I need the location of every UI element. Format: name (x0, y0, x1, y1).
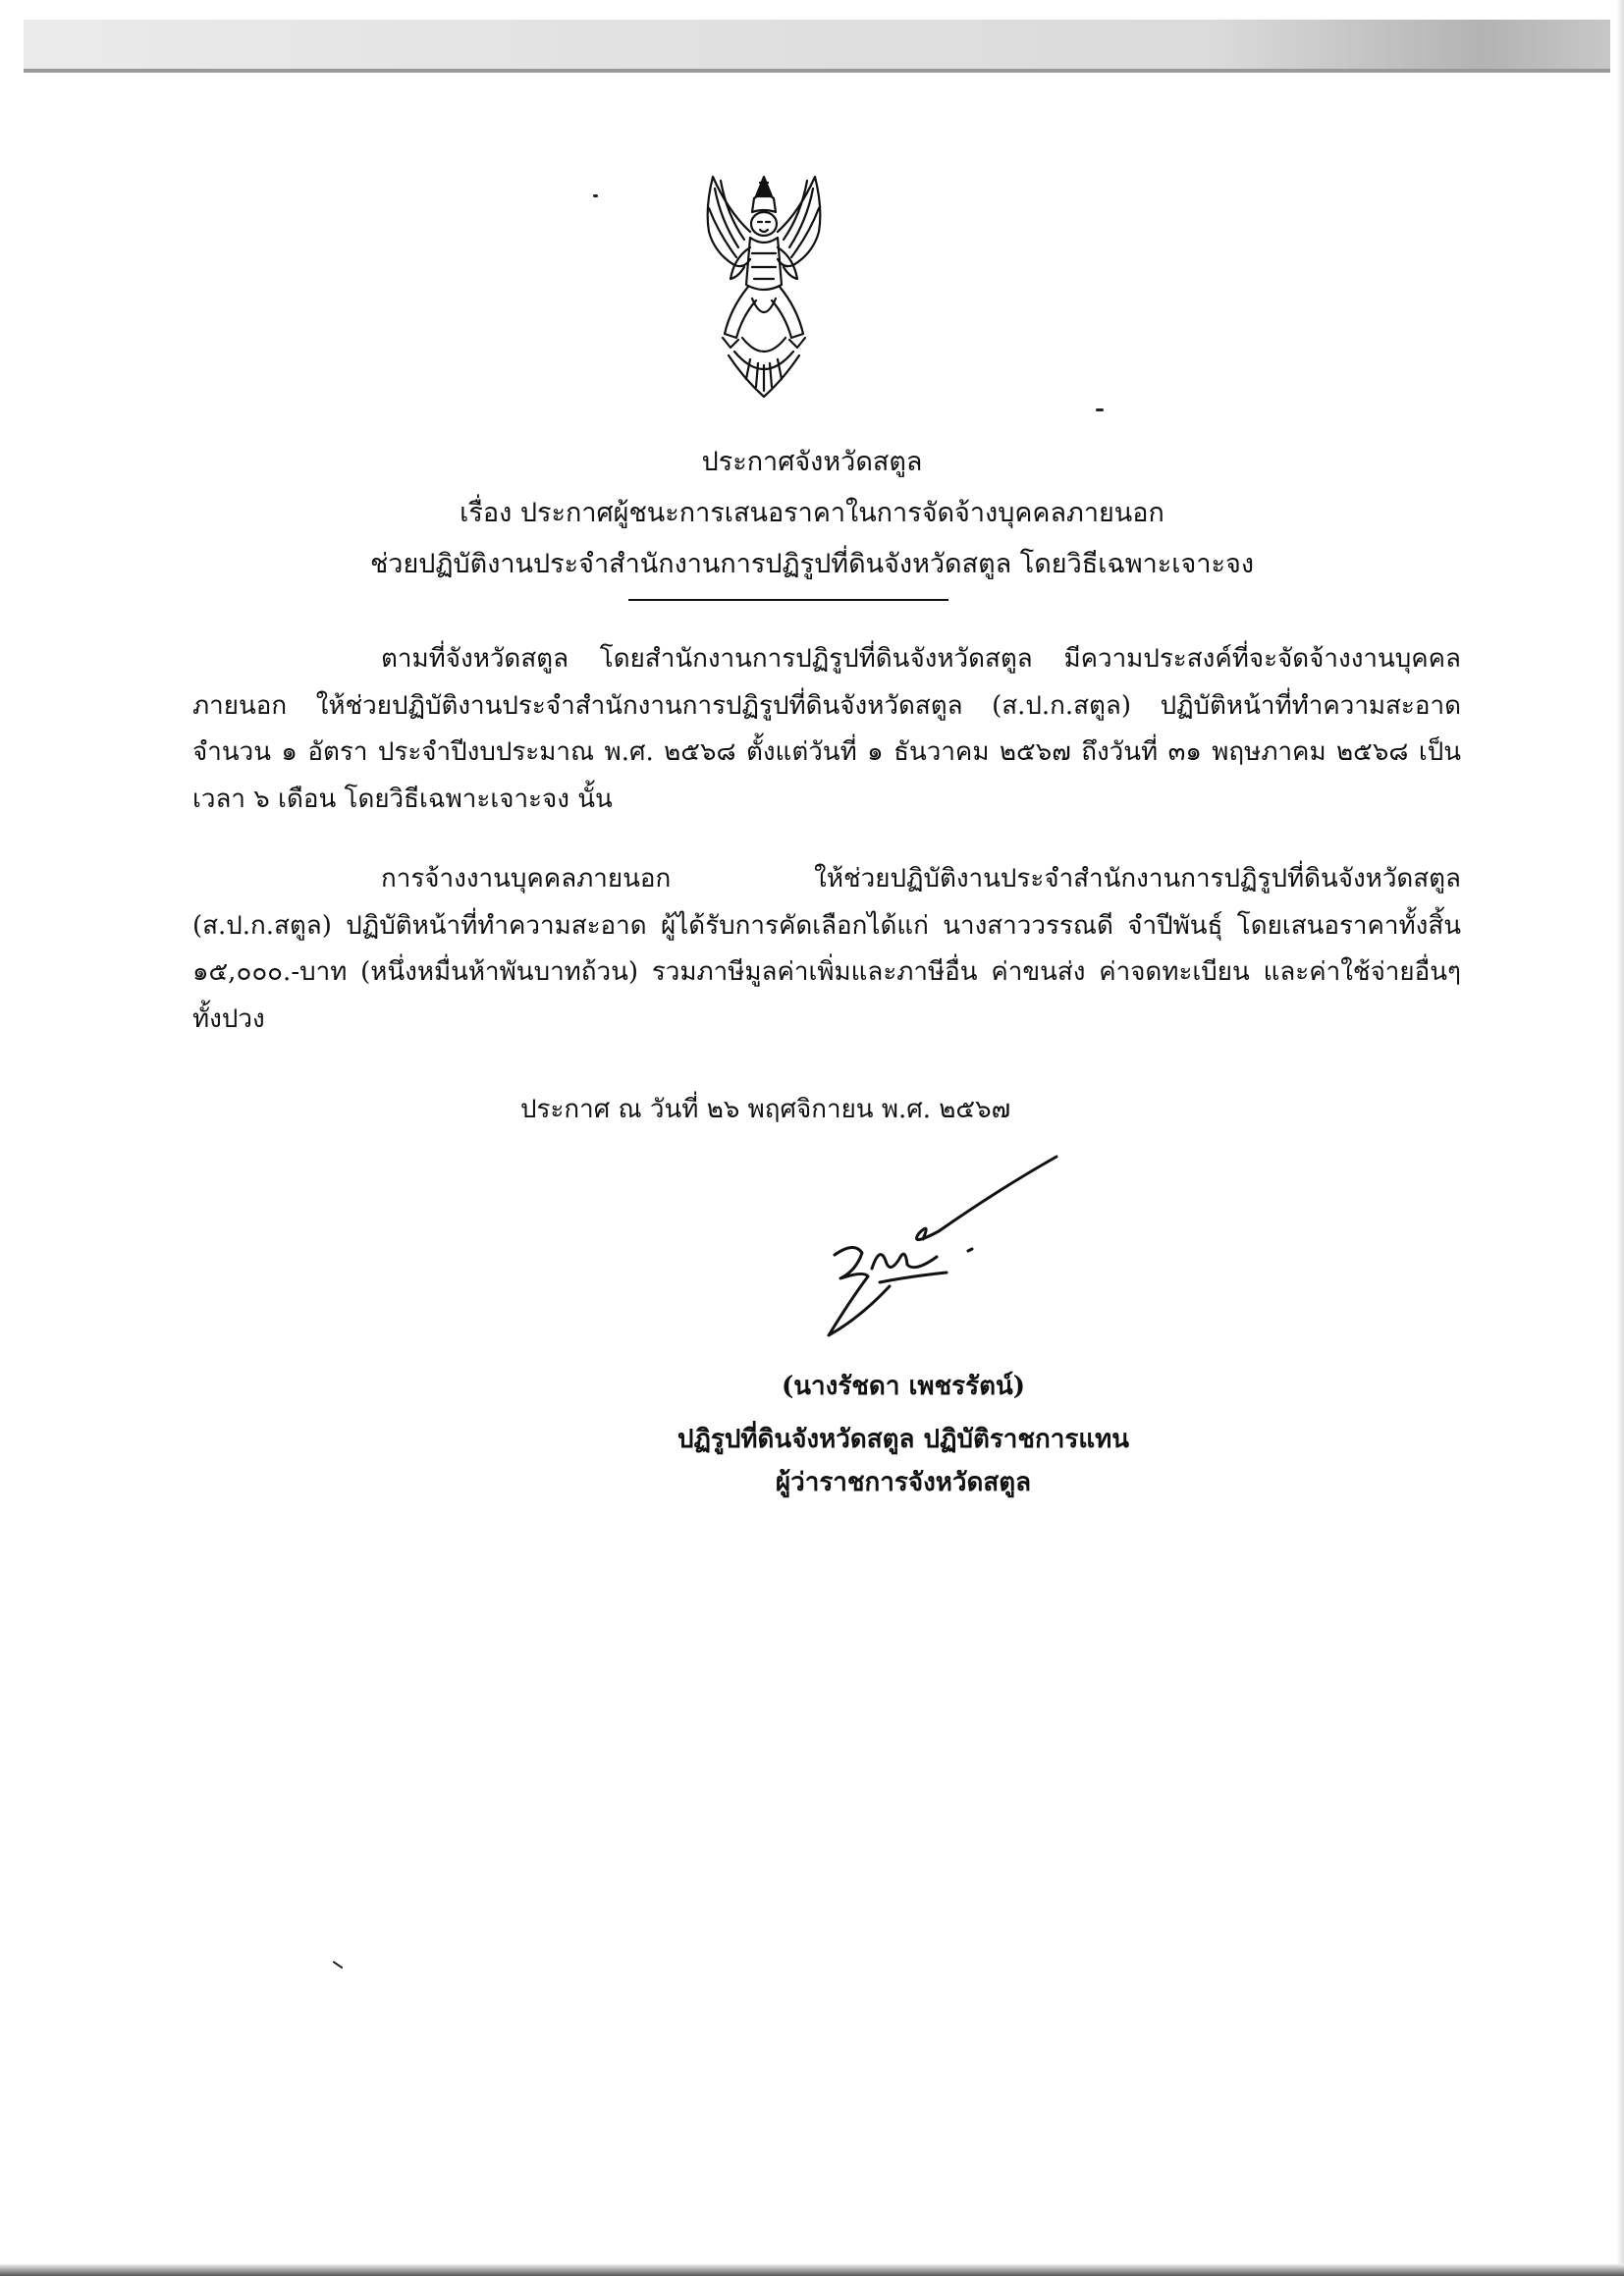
scan-edge-bottom (0, 2264, 1624, 2276)
scan-speck (333, 1961, 344, 1970)
scan-speck (1096, 408, 1104, 411)
title-divider (628, 599, 948, 601)
scan-speck (593, 194, 598, 197)
document-subject-continued: ช่วยปฏิบัติงานประจำสำนักงานการปฏิรูปที่ดินจังหวัดสตูล โดยวิธีเฉพาะเจาะจง (369, 549, 1255, 579)
garuda-emblem-icon (695, 169, 833, 405)
signer-position: ปฏิรูปที่ดินจังหวัดสตูล ปฏิบัติราชการแทน (677, 1425, 1130, 1454)
signer-name: (นางรัชดา เพชรรัตน์) (781, 1372, 1026, 1401)
document-subject: เรื่อง ประกาศผู้ชนะการเสนอราคาในการจัดจ้างบุคคลภายนอก (460, 498, 1164, 528)
body-paragraph-1: ตามที่จังหวัดสตูล โดยสำนักงานการปฏิรูปที่ดินจังหวัดสตูล มีความประสงค์ที่จะจัดจ้างงานบุคคลภายนอก ให้ช่วยปฏิบัติงานประจำสำนักงานการปฏิรูปที่ดินจังหวัดสตูล (ส.ป.ก.สตูล) ปฏิบัติหน้าที่ทำความสะอาด จำนวน ๑ อัตรา ประจำปีงบประมาณ พ.ศ. ๒๕๖๘ ตั้งแต่วันที่ ๑ ธันวาคม ๒๕๖๗ ถึงวันที่ ๓๑ พฤษภาคม ๒๕๖๘ เป็นเวลา ๖ เดือน โดยวิธีเฉพาะเจาะจง นั้น (192, 644, 1462, 814)
signer-position-continued: ผู้ว่าราชการจังหวัดสตูล (775, 1468, 1032, 1497)
handwritten-signature (821, 1151, 1076, 1357)
document-title: ประกาศจังหวัดสตูล (701, 447, 923, 477)
body-paragraph-2: การจ้างงานบุคคลภายนอก ให้ช่วยปฏิบัติงานประจำสำนักงานการปฏิรูปที่ดินจังหวัดสตูล (ส.ป.ก.สตูล) ปฏิบัติหน้าที่ทำความสะอาด ผู้ได้รับการคัดเลือกได้แก่ นางสาววรรณดี จำปีพันธุ์ โดยเสนอราคาทั้งสิ้น ๑๕,๐๐๐.-บาท (หนึ่งหมื่นห้าพันบาทถ้วน) รวมภาษีมูลค่าเพิ่มและภาษีอื่น ค่าขนส่ง ค่าจดทะเบียน และค่าใช้จ่ายอื่นๆ ทั้งปวง (192, 864, 1461, 1034)
scan-edge-right (1616, 0, 1624, 2276)
announcement-date: ประกาศ ณ วันที่ ๒๖ พฤศจิกายน พ.ศ. ๒๕๖๗ (520, 1095, 1011, 1124)
scan-edge-top (24, 20, 1610, 73)
